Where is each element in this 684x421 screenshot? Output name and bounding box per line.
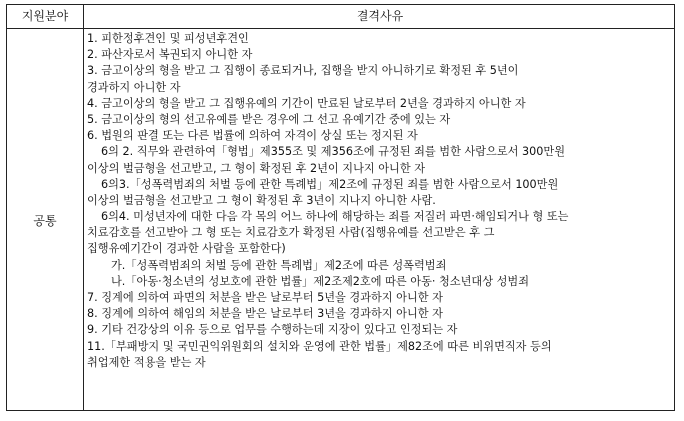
reason-line: 이상의 벌금형을 선고받고 그 형이 확정된 후 3년이 지나지 아니한 사람.: [87, 193, 436, 207]
column-divider: [83, 5, 84, 410]
reason-line: 경과하지 아니한 자: [87, 80, 181, 94]
reason-line: 8. 징계에 의하여 해임의 처분을 받은 날로부터 3년을 경과하지 아니한 자: [87, 307, 443, 321]
reason-line: 4. 금고이상의 형을 받고 그 집행유예의 기간이 만료된 날로부터 2년을 경과하지 아니한 자: [87, 96, 526, 110]
reason-line: 6의 2. 직무와 관련하여「형법」제355조 및 제356조에 규정된 죄를 범한 사람으로서 300만원: [101, 145, 566, 159]
reason-line: 11.「부패방지 및 국민권익위원회의 설치와 운영에 관한 법률」제82조에 따른 비위면직자 등의: [87, 339, 552, 353]
reason-line: 가.「성폭력범죄의 처벌 등에 관한 특례법」제2조에 따른 성폭력범죄: [111, 258, 447, 272]
reason-line: 6의4. 미성년자에 대한 다음 각 목의 어느 하나에 해당하는 죄를 저질러 파면·해임되거나 형 또는: [101, 210, 569, 224]
reason-line: 집행유예기간이 경과한 사람을 포함한다): [87, 242, 286, 256]
reason-line: 9. 기타 건강상의 이유 등으로 업무를 수행하는데 지장이 있다고 인정되는 자: [87, 323, 458, 337]
reason-line: 6. 법원의 판결 또는 다른 법률에 의하여 자격이 상실 또는 정지된 자: [87, 129, 418, 143]
header-reasons: 결격사유: [356, 9, 404, 23]
reasons-cell: [87, 31, 673, 371]
reason-line: 이상의 벌금형을 선고받고, 그 형이 확정된 후 2년이 지나지 아니한 자: [87, 161, 426, 175]
header-divider: [7, 28, 674, 29]
field-cell: 공통: [33, 214, 57, 228]
reason-line: 2. 파산자로서 복권되지 아니한 자: [87, 48, 253, 62]
reason-line: 3. 금고이상의 형을 받고 그 집행이 종료되거나, 집행을 받지 아니하기로 확정된 후 5년이: [87, 64, 519, 78]
reason-line: 취업제한 적용을 받는 자: [87, 355, 206, 369]
reason-line: 6의3.「성폭력범죄의 처벌 등에 관한 특례법」제2조에 규정된 죄를 범한 사람으로서 100만원: [101, 177, 559, 191]
header-field: 지원분야: [21, 9, 69, 23]
reason-line: 5. 금고이상의 형의 선고유예를 받은 경우에 그 선고 유예기간 중에 있는 자: [87, 112, 451, 126]
eligibility-table: [6, 4, 675, 411]
reason-line: 7. 징계에 의하여 파면의 처분을 받은 날로부터 5년을 경과하지 아니한 자: [87, 291, 443, 304]
reason-line: 나.「아동·청소년의 성보호에 관한 법률」제2조제2호에 따른 아동· 청소년대상 성범죄: [111, 274, 530, 288]
reason-line: 1. 피한정후견인 및 피성년후견인: [87, 32, 249, 45]
reason-line: 치료감호를 선고받아 그 형 또는 치료감호가 확정된 사람(집행유예를 선고받은 후 그: [87, 226, 495, 240]
